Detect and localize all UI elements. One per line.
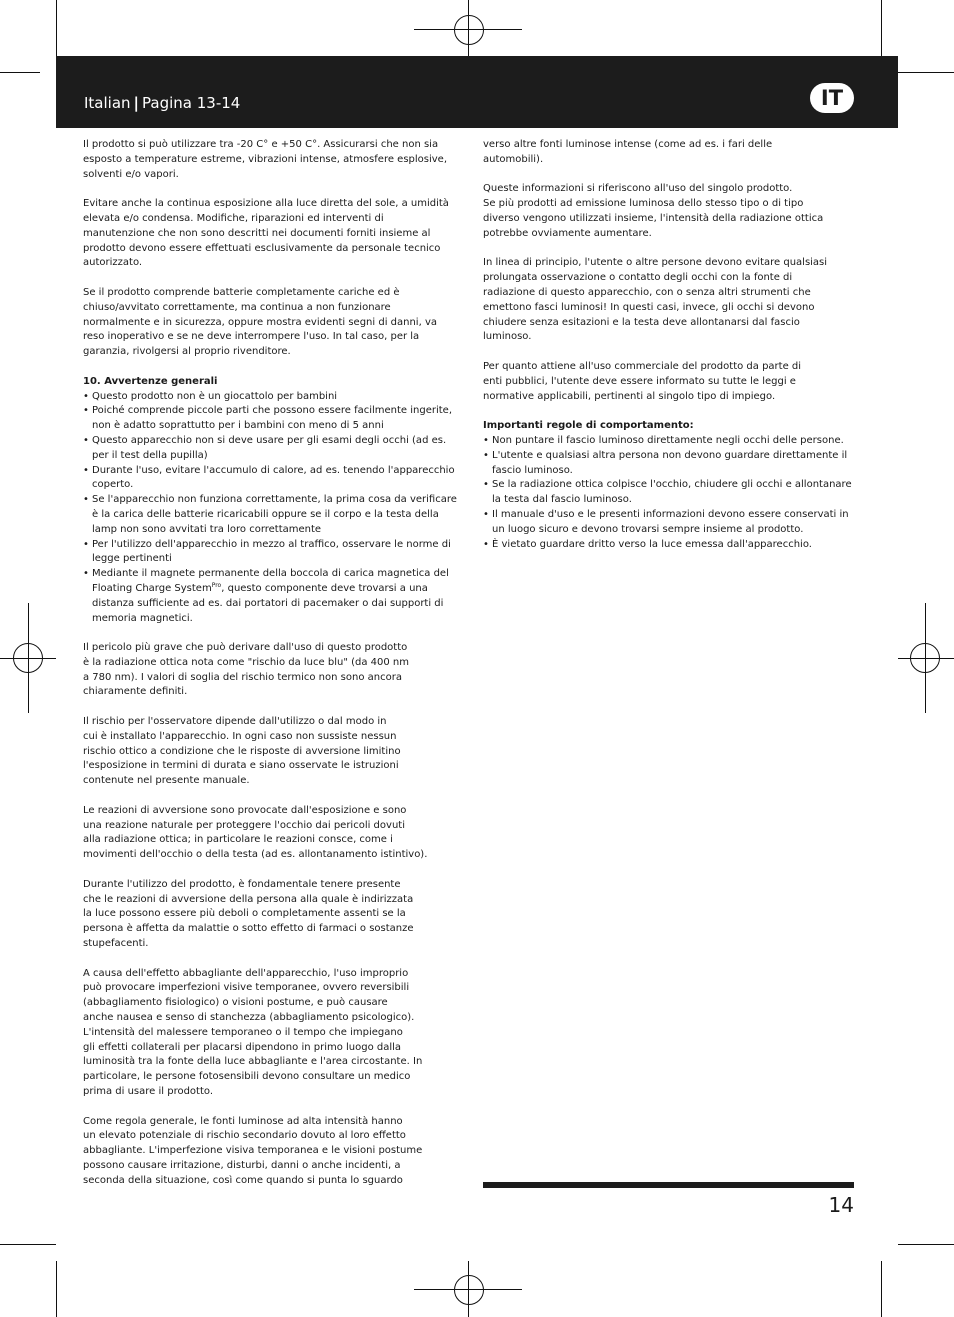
language-label: Italian bbox=[84, 94, 131, 112]
list-item: • Non puntare il fascio luminoso direttamente negli occhi delle persone. bbox=[483, 434, 857, 449]
warnings-list bbox=[83, 390, 457, 627]
paragraph: Il prodotto si può utilizzare tra -20 C° e +50 C°. Assicurarsi che non sia esposto a temperature estreme, vibrazioni intense, atmosfere esplosive, solventi e/o vapori. bbox=[83, 139, 448, 180]
registration-mark bbox=[910, 643, 940, 673]
page-range: 13-14 bbox=[196, 94, 241, 112]
page-number: 14 bbox=[828, 1193, 854, 1217]
registration-mark bbox=[454, 15, 484, 45]
footer-bar bbox=[483, 1182, 854, 1188]
paragraph: A causa dell'effetto abbagliante dell'apparecchio, l'uso improprio può provocare imperfezioni visive temporanee, ovvero reversibili (abbagliamento fisiologico) o visioni postume, e può causare anche nausea e senso di stanchezza (abbagliamento psicologico). L'intensità del malessere temporaneo o il tempo che impiegano gli effetti collaterali per placarsi dipendono in primo luogo dalla luminosità tra la fonte della luce abbagliante e l'area circostante. In particolare, le persone fotosensibili devono consultare un medico prima di usare il prodotto. bbox=[83, 967, 423, 1097]
crop-mark bbox=[0, 1244, 56, 1245]
page-header bbox=[56, 56, 898, 128]
paragraph: Se il prodotto comprende batterie completamente cariche ed è chiuso/avvitato correttamente, ma continua a non funzionare normalmente e in sicurezza, oppure mostra evidenti segni di danni, va reso inoperativo e se ne deve interrompere l'uso. In tal caso, per la garanzia, rivolgersi al proprio rivenditore. bbox=[83, 286, 437, 358]
list-item: • Poiché comprende piccole parti che possono essere facilmente ingerite, non è adatto soprattutto per i bambini con meno di 5 anni bbox=[83, 404, 457, 434]
list-item-text: , questo componente deve trovarsi a una distanza sufficiente ad es. dai portatori di pacemaker o dai supporti di memoria magnetici. bbox=[92, 582, 444, 624]
section-heading: Importanti regole di comportamento: bbox=[483, 420, 694, 432]
list-item bbox=[83, 567, 457, 626]
left-column bbox=[83, 138, 457, 1203]
paragraph: Durante l'utilizzo del prodotto, è fondamentale tenere presente che le reazioni di avversione della persona alla quale è indirizzata la luce possono essere più deboli o completamente assenti se la persona è affetta da malattie o sotto effetto di farmaci o sostanze stupefacenti. bbox=[83, 878, 414, 950]
list-item: • È vietato guardare dritto verso la luce emessa dall'apparecchio. bbox=[483, 538, 857, 553]
list-item: • Questo prodotto non è un giocattolo per bambini bbox=[83, 390, 457, 405]
paragraph: In linea di principio, l'utente o altre persone devono evitare qualsiasi prolungata osservazione o contatto degli occhi con la fonte di radiazione di questo apparecchio, con o senza altri strumenti che emettono fasci luminosi! In questi casi, invece, gli occhi si devono chiudere senza esitazioni e la testa deve allontanarsi dal fascio luminoso. bbox=[483, 257, 828, 343]
list-item: • Se la radiazione ottica colpisce l'occhio, chiudere gli occhi e allontanare la testa dal fascio luminoso. bbox=[483, 478, 857, 508]
right-column bbox=[483, 138, 857, 567]
crop-mark bbox=[881, 0, 882, 56]
rules-list bbox=[483, 434, 857, 552]
paragraph: verso altre fonti luminose intense (come ad es. i fari delle automobili). bbox=[483, 139, 773, 165]
crop-mark bbox=[0, 72, 40, 73]
header-separator: | bbox=[133, 94, 140, 112]
list-item: • Durante l'uso, evitare l'accumulo di calore, ad es. tenendo l'apparecchio coperto. bbox=[83, 464, 457, 494]
paragraph: Come regola generale, le fonti luminose ad alta intensità hanno un elevato potenziale di rischio secondario dovuto al loro effetto abbagliante. L'imperfezione visiva temporanea e le visioni postume possono causare irritazione, disturbi, danni o anche incidenti, a seconda della situazione, così come quando si punta lo sguardo bbox=[83, 1115, 423, 1186]
crop-mark bbox=[56, 1261, 57, 1317]
paragraph: Il rischio per l'osservatore dipende dall'utilizzo o dal modo in cui è installato l'apparecchio. In ogni caso non sussiste nessun rischio ottico a condizione che le risposte di avversione limitino l'esposizione in termini di durata e siano osservate le istruzioni contenute nel presente manuale. bbox=[83, 716, 401, 787]
page-label: Pagina bbox=[142, 94, 192, 112]
list-item: • Il manuale d'uso e le presenti informazioni devono essere conservati in un luogo sicuro e devono trovarsi sempre insieme al prodotto. bbox=[483, 508, 857, 538]
list-item: • Questo apparecchio non si deve usare per gli esami degli occhi (ad es. per il test della pupilla) bbox=[83, 434, 457, 464]
paragraph: Per quanto attiene all'uso commerciale del prodotto da parte di enti pubblici, l'utente deve essere informato su tutte le leggi e normative applicabili, pertinenti al singolo tipo di impiego. bbox=[483, 360, 802, 402]
crop-mark bbox=[898, 1244, 954, 1245]
registration-mark bbox=[13, 643, 43, 673]
header-title bbox=[84, 94, 240, 112]
crop-mark bbox=[898, 72, 954, 73]
list-item: • Se l'apparecchio non funziona correttamente, la prima cosa da verificare è la carica delle batterie ricaricabili oppure se il corpo e la testa della lamp non sono avvitati tra loro correttamente bbox=[83, 493, 457, 537]
language-badge: IT bbox=[810, 83, 854, 113]
paragraph: Queste informazioni si riferiscono all'uso del singolo prodotto. Se più prodotti ad emissione luminosa dello stesso tipo o di tipo diverso vengono utilizzati insieme, l'intensità della radiazione ottica potrebbe ovviamente aumentare. bbox=[483, 183, 824, 239]
paragraph: Il pericolo più grave che può derivare dall'uso di questo prodotto è la radiazione ottica nota come "rischio da luce blu" (da 400 nm a 780 nm). I valori di soglia del rischio termico non sono ancora chiaramente definiti. bbox=[83, 642, 409, 698]
paragraph: Le reazioni di avversione sono provocate dall'esposizione e sono una reazione naturale per proteggere l'occhio dai pericoli dovuti alla radiazione ottica; in particolare le reazioni consce, come i movimenti dell'occhio o della testa (ad es. allontanamento istintivo). bbox=[83, 804, 428, 861]
paragraph: Evitare anche la continua esposizione alla luce diretta del sole, a umidità elevata e/o condensa. Modifiche, riparazioni ed interventi di manutenzione che non sono descritti nei documenti forniti insieme al prodotto devono essere effettuati esclusivamente da personale tecnico autorizzato. bbox=[83, 198, 449, 269]
list-item: • L'utente e qualsiasi altra persona non devono guardare direttamente il fascio luminoso. bbox=[483, 449, 857, 479]
list-item: • Per l'utilizzo dell'apparecchio in mezzo al traffico, osservare le norme di legge pertinenti bbox=[83, 538, 457, 568]
superscript: Pro bbox=[211, 581, 222, 589]
list-item-text: Mediante il magnete permanente della boccola di carica magnetica del Floating Charge System bbox=[92, 568, 449, 594]
section-heading: 10. Avvertenze generali bbox=[83, 375, 218, 387]
crop-mark bbox=[56, 0, 57, 56]
registration-mark bbox=[454, 1275, 484, 1305]
crop-mark bbox=[881, 1261, 882, 1317]
